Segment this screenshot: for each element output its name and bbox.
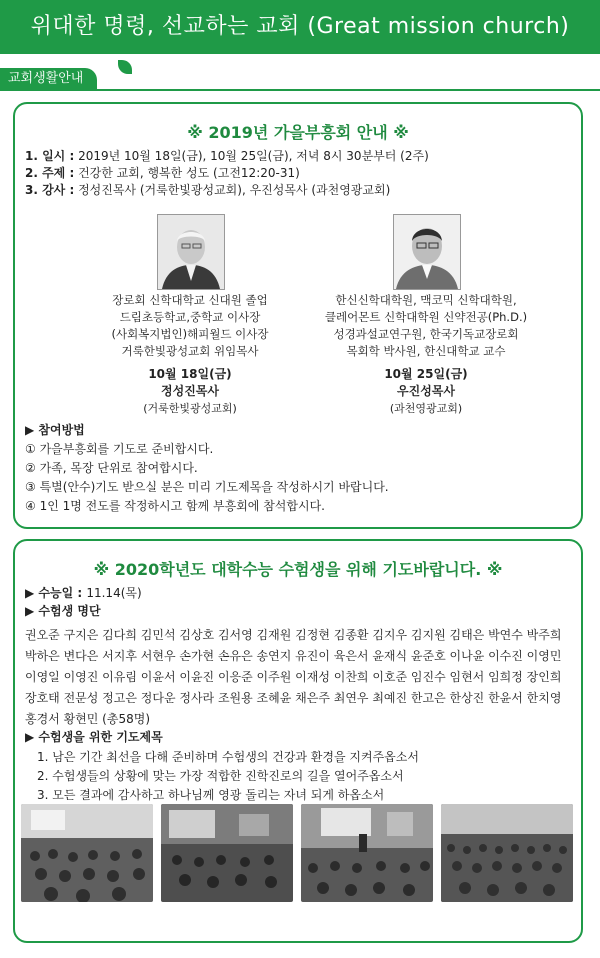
speaker-date: 10월 18일(금) — [148, 367, 232, 381]
method-title: ▶ 참여방법 — [25, 423, 85, 437]
prayer-item: 3. 모든 결과에 감사하고 하나님께 영광 돌리는 자녀 되게 하옵소서 — [37, 788, 385, 802]
congregation-photo — [161, 804, 293, 902]
method-item: ② 가족, 목장 단위로 참여합시다. — [25, 461, 198, 475]
exam-date — [25, 585, 142, 602]
speaker-portrait-icon — [393, 214, 461, 290]
leaf-icon — [118, 60, 132, 74]
speaker-bio-line: 장로회 신학대학교 신대원 졸업 — [112, 293, 268, 307]
exam-date-value: 11.14(목) — [86, 586, 142, 600]
exam-card — [13, 539, 583, 943]
method-item: ④ 1인 1명 전도를 작정하시고 함께 부흥회에 참석합시다. — [25, 499, 325, 513]
banner-title: 위대한 명령, 선교하는 교회 (Great mission church) — [30, 14, 570, 39]
section-tab-label: 교회생활안내 — [8, 71, 84, 86]
congregation-photo — [21, 804, 153, 902]
congregation-photo — [301, 804, 433, 902]
revival-card — [13, 102, 583, 529]
speaker-name: 정성진목사 — [161, 384, 219, 398]
names-title: ▶ 수험생 명단 — [25, 604, 101, 618]
speaker-info — [311, 292, 541, 417]
speaker-info — [75, 292, 305, 417]
speaker-bio-line: 드림초등학교,중학교 이사장 — [119, 310, 261, 324]
exam-heading: ※ 2020학년도 대학수능 수험생을 위해 기도바랍니다. ※ — [93, 560, 503, 579]
revival-heading: ※ 2019년 가을부흥회 안내 ※ — [187, 123, 409, 142]
page-banner — [0, 0, 600, 54]
method-item: ① 가을부흥회를 기도로 준비합시다. — [25, 442, 214, 456]
info-text: 정성진목사 (거룩한빛광성교회), 우진성목사 (과천영광교회) — [74, 183, 391, 197]
method-item: ③ 특별(안수)기도 받으실 분은 미리 기도제목을 작성하시기 바랍니다. — [25, 480, 389, 494]
speaker-bio-line: 한신신학대학원, 맥코믹 신학대학원, — [335, 293, 517, 307]
info-text: 건강한 교회, 행복한 성도 (고전12:20-31) — [74, 166, 300, 180]
student-names: 권오준 구지은 김다희 김민석 김상호 김서영 김재원 김정현 김종환 김지우 김지원 김태은 박연수 박주희 박하은 변다은 서지후 서현우 손가현 손유은 송연지 유진이 육은서 윤재식 윤준호 이나윤 이수진 이영민 이영일 이영진 이유림 이윤서 이윤진 이응준 이주원 이재성 이찬희 이호준 임진수 임현서 임희정 장인희 장호태 전문성 정고은 정다운 정사라 조원용 조혜윤 채은주 최연우 최예진 한고은 한상진 한윤서 한치영 홍경서 황현민 (총58명) — [25, 628, 562, 726]
info-label: 2. 주제 : — [25, 166, 75, 180]
speaker-church: (과천영광교회) — [389, 402, 463, 415]
speaker-name: 우진성목사 — [397, 384, 455, 398]
speaker-bio-line: 성경과설교연구원, 한국기독교장로회 — [333, 327, 519, 341]
info-line-theme — [25, 165, 300, 182]
info-line-speakers — [25, 182, 390, 199]
section-tab — [0, 68, 97, 90]
prayer-item: 1. 남은 기간 최선을 다해 준비하며 수험생의 건강과 환경을 지켜주옵소서 — [37, 750, 419, 764]
info-line-date — [25, 148, 429, 165]
prayer-title: ▶ 수험생을 위한 기도제목 — [25, 730, 163, 744]
info-label: 1. 일시 : — [25, 149, 75, 163]
speaker-portrait-icon — [157, 214, 225, 290]
congregation-photo — [441, 804, 573, 902]
speaker-bio-line: 목회학 박사원, 한신대학교 교수 — [346, 344, 506, 358]
prayer-item: 2. 수험생들의 상황에 맞는 가장 적합한 진학진로의 길을 열어주옵소서 — [37, 769, 404, 783]
speaker-bio-line: 거룩한빛광성교회 위임목사 — [121, 344, 259, 358]
speaker-bio-line: 클레어몬트 신학대학원 신약전공(Ph.D.) — [324, 310, 528, 324]
info-text: 2019년 10월 18일(금), 10월 25일(금), 저녁 8시 30분부터 (2주) — [74, 149, 429, 163]
info-label: 3. 강사 : — [25, 183, 75, 197]
speaker-church: (거룩한빛광성교회) — [143, 402, 237, 415]
exam-date-label: ▶ 수능일 : — [25, 586, 87, 600]
photo-strip — [21, 804, 575, 904]
section-divider — [0, 89, 600, 91]
speaker-date: 10월 25일(금) — [384, 367, 468, 381]
speaker-bio-line: (사회복지법인)해피월드 이사장 — [111, 327, 269, 341]
